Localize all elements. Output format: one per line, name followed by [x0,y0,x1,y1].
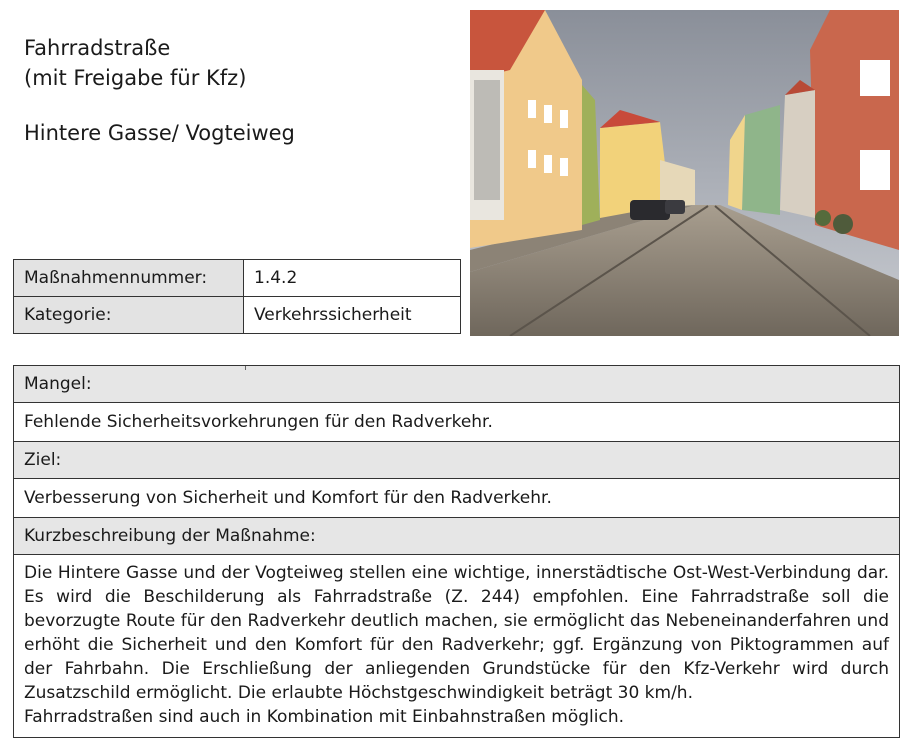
street-photo [470,10,899,336]
kategorie-label: Kategorie: [14,297,244,334]
ziel-label: Ziel: [24,450,62,470]
title-line-2: (mit Freigabe für Kfz) [24,66,247,90]
mangel-text: Fehlende Sicherheitsvorkehrungen für den Radverkehr. [14,403,899,442]
kategorie-value: Verkehrssicherheit [244,297,461,334]
kurzbeschreibung-paragraph-1: Die Hintere Gasse und der Vogteiweg stellen eine wichtige, innerstädtische Ost-West-Verbindung dar. Es wird die Beschilderung als Fahrradstraße (Z. 244) empfohlen. Eine Fahrradstraße soll die bevorzugte Route für den Radverkehr deutlich machen, sie ermöglicht das Nebeneinanderfahren und erhöht die Sicherheit und den Komfort für den Radverkehr; ggf. Ergänzung von Piktogrammen auf der Fahrbahn. Die Erschließung der anliegenden Grundstücke für den Kfz-Verkehr wird durch Zusatzschild ermöglicht. Die erlaubte Höchstgeschwindigkeit beträgt 30 km/h. [24,563,889,703]
column-tick [245,366,246,370]
ziel-text: Verbesserung von Sicherheit und Komfort für den Radverkehr. [14,479,899,518]
mangel-label: Mangel: [24,374,92,394]
kurzbeschreibung-label: Kurzbeschreibung der Maßnahme: [24,526,316,546]
meta-table [13,259,461,334]
kurzbeschreibung-paragraph-2: Fahrradstraßen sind auch in Kombination mit Einbahnstraßen möglich. [24,707,625,727]
page-title [24,33,246,93]
ziel-header [14,442,899,479]
details-table [13,365,900,738]
kurzbeschreibung-header [14,518,899,555]
massnahme-label: Maßnahmennummer: [14,260,244,297]
mangel-header [14,366,899,403]
title-line-1: Fahrradstraße [24,36,171,60]
location-heading: Hintere Gasse/ Vogteiweg [24,121,295,145]
massnahme-value: 1.4.2 [244,260,461,297]
kurzbeschreibung-text [14,555,899,737]
